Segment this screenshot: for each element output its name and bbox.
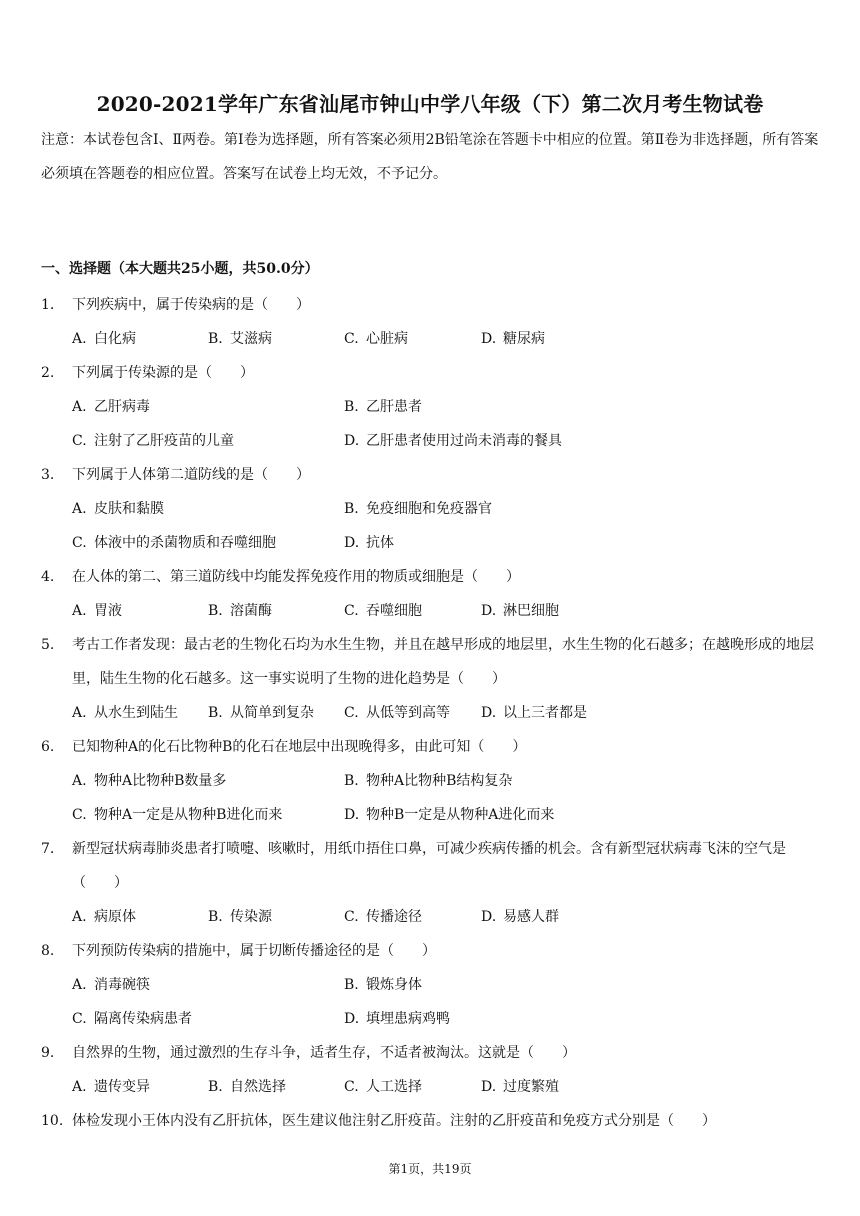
option-c: C. 从低等到高等 [344,705,450,721]
option-c: C. 注射了乙肝疫苗的儿童 [72,433,234,449]
option-d: D. 淋巴细胞 [481,603,559,619]
option-c: C. 隔离传染病患者 [72,1011,192,1027]
option-d: D. 易感人群 [481,909,559,925]
option-d: D. 乙肝患者使用过尚未消毒的餐具 [344,433,562,449]
question-stem: 新型冠状病毒肺炎患者打喷嚏、咳嗽时，用纸巾捂住口鼻，可减少疾病传播的机会。含有新型冠状病毒飞沫的空气是（ ） [72,841,786,891]
option-a: A. 从水生到陆生 [72,705,178,721]
question-stem: 已知物种A的化石比物种B的化石在地层中出现晚得多，由此可知（ ） [72,739,527,755]
question-2 [41,356,821,390]
option-c: C. 人工选择 [344,1079,422,1095]
option-b: B. 艾滋病 [208,331,272,347]
options-6b [72,798,812,832]
question-stem: 下列预防传染病的措施中，属于切断传播途径的是（ ） [72,943,436,959]
exam-title: 2020-2021学年广东省汕尾市钟山中学八年级（下）第二次月考生物试卷 [96,92,764,116]
question-6 [41,730,821,764]
question-3 [41,458,821,492]
question-1 [41,288,821,322]
question-4 [41,560,821,594]
question-stem: 下列属于人体第二道防线的是（ ） [72,467,310,483]
question-number: 5. [41,637,55,653]
option-b: B. 自然选择 [208,1079,286,1095]
option-a: A. 病原体 [72,909,136,925]
question-9 [41,1036,821,1070]
option-a: A. 胃液 [72,603,122,619]
question-5 [41,628,821,696]
option-a: A. 白化病 [72,331,136,347]
option-c: C. 体液中的杀菌物质和吞噬细胞 [72,535,276,551]
option-c: C. 传播途径 [344,909,422,925]
question-7 [41,832,821,900]
option-a: A. 皮肤和黏膜 [72,501,164,517]
question-8 [41,934,821,968]
option-b: B. 从简单到复杂 [208,705,314,721]
question-number: 7. [41,841,55,857]
options-8b [72,1002,812,1036]
option-c: C. 物种A一定是从物种B进化而来 [72,807,283,823]
options-5 [72,696,812,730]
question-number: 1. [41,297,55,313]
option-d: D. 糖尿病 [481,331,545,347]
option-a: A. 乙肝病毒 [72,399,150,415]
options-2a [72,390,812,424]
option-a: A. 消毒碗筷 [72,977,150,993]
option-b: B. 锻炼身体 [344,977,422,993]
options-3b [72,526,812,560]
question-stem: 体检发现小王体内没有乙肝抗体，医生建议他注射乙肝疫苗。注射的乙肝疫苗和免疫方式分别是（ ） [72,1113,716,1129]
options-3a [72,492,812,526]
option-b: B. 溶菌酶 [208,603,272,619]
option-b: B. 物种A比物种B结构复杂 [344,773,513,789]
question-stem: 考古工作者发现：最古老的生物化石均为水生生物，并且在越早形成的地层里，水生生物的化石越多；在越晚形成的地层里，陆生生物的化石越多。这一事实说明了生物的进化趋势是（ ） [72,637,814,687]
question-stem: 下列属于传染源的是（ ） [72,365,254,381]
options-2b [72,424,812,458]
exam-notice: 注意：本试卷包含Ⅰ、Ⅱ两卷。第Ⅰ卷为选择题，所有答案必须用2B铅笔涂在答题卡中相应的位置。第Ⅱ卷为非选择题，所有答案必须填在答题卷的相应位置。答案写在试卷上均无效，不予记分。 [41,132,819,182]
question-number: 3. [41,467,55,483]
question-stem: 自然界的生物，通过激烈的生存斗争，适者生存，不适者被淘汰。这就是（ ） [72,1045,576,1061]
question-number: 4. [41,569,55,585]
options-1 [72,322,812,356]
option-d: D. 抗体 [344,535,394,551]
option-b: B. 乙肝患者 [344,399,422,415]
options-8a [72,968,812,1002]
page-footer: 第1页，共19页 [388,1162,472,1176]
section-title: 一、选择题（本大题共25小题，共50.0分） [41,261,319,277]
option-b: B. 传染源 [208,909,272,925]
options-9 [72,1070,812,1104]
options-7 [72,900,812,934]
question-number: 9. [41,1045,55,1061]
question-stem: 在人体的第二、第三道防线中均能发挥免疫作用的物质或细胞是（ ） [72,569,520,585]
question-number: 8. [41,943,55,959]
option-d: D. 物种B一定是从物种A进化而来 [344,807,555,823]
option-d: D. 过度繁殖 [481,1079,559,1095]
question-number: 2. [41,365,55,381]
options-4 [72,594,812,628]
option-c: C. 心脏病 [344,331,408,347]
question-stem: 下列疾病中，属于传染病的是（ ） [72,297,310,313]
option-b: B. 免疫细胞和免疫器官 [344,501,492,517]
option-d: D. 填埋患病鸡鸭 [344,1011,450,1027]
option-d: D. 以上三者都是 [481,705,587,721]
question-number: 6. [41,739,55,755]
options-6a [72,764,812,798]
question-10 [41,1104,821,1138]
option-c: C. 吞噬细胞 [344,603,422,619]
option-a: A. 遗传变异 [72,1079,150,1095]
question-number: 10. [41,1113,64,1129]
option-a: A. 物种A比物种B数量多 [72,773,227,789]
